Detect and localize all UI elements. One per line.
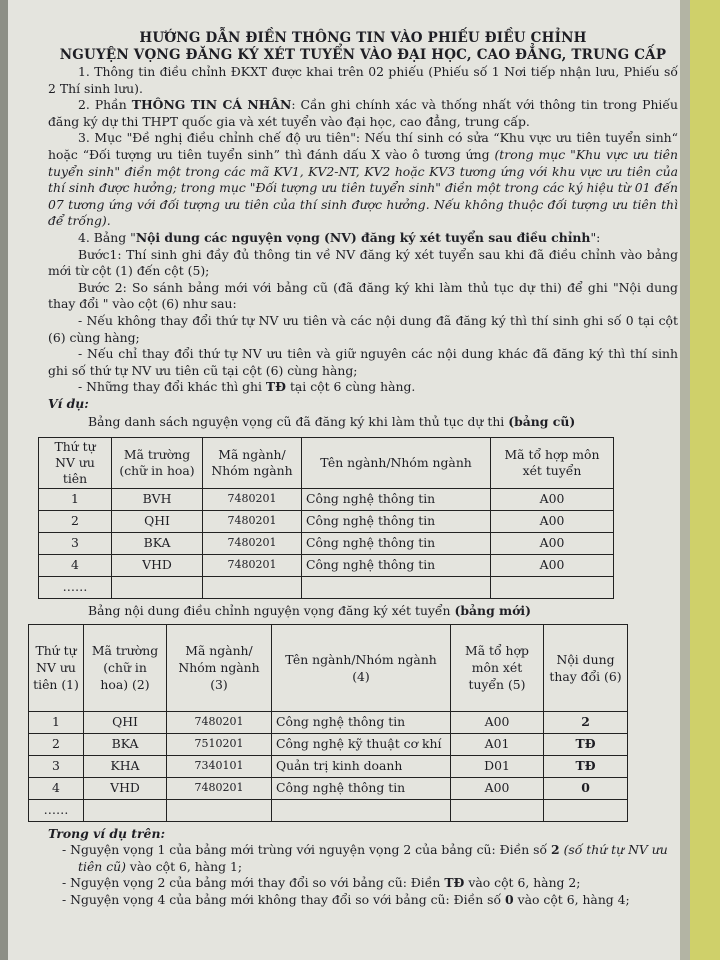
note-1-suffix: vào cột 6, hàng 1; bbox=[129, 858, 243, 874]
example-label: Ví dụ: bbox=[48, 395, 89, 411]
item-2 bbox=[48, 97, 678, 130]
table-cell bbox=[451, 799, 544, 821]
table-cell: 7480201 bbox=[203, 489, 302, 511]
document-content bbox=[33, 30, 678, 909]
table-cell bbox=[272, 799, 451, 821]
rule-1: - Nếu không thay đổi thứ tự NV ưu tiên và các nội dung đã đăng ký thì thí sinh ghi số 0 tại cột (6) cùng hàng; bbox=[48, 312, 678, 345]
table-row bbox=[29, 755, 628, 777]
table-cell: 2 bbox=[544, 711, 628, 733]
table-cell: 4 bbox=[39, 555, 112, 577]
table-cell: …… bbox=[39, 577, 112, 599]
old-caption-text: Bảng danh sách nguyện vọng cũ đã đăng ký khi làm thủ tục dự thi bbox=[88, 414, 505, 430]
new-header-cell: Thứ tự NV ưu tiên (1) bbox=[29, 624, 84, 711]
table-cell: A00 bbox=[451, 711, 544, 733]
table-cell: 7480201 bbox=[203, 511, 302, 533]
rule-3 bbox=[48, 379, 678, 396]
table-cell bbox=[491, 577, 614, 599]
note-3 bbox=[48, 892, 678, 909]
new-header-cell: Mã ngành/ Nhóm ngành (3) bbox=[167, 624, 272, 711]
title-line-1: HƯỚNG DẪN ĐIỀN THÔNG TIN VÀO PHIẾU ĐIỀU CHỈNH bbox=[139, 30, 587, 46]
table-cell: TĐ bbox=[544, 755, 628, 777]
rule-3-prefix: - Những thay đổi khác thì ghi bbox=[78, 379, 262, 395]
item-1: 1. Thông tin điều chỉnh ĐKXT được khai trên 02 phiếu (Phiếu số 1 Nơi tiếp nhận lưu, Phiếu số 2 Thí sinh lưu). bbox=[48, 64, 678, 96]
table-cell: …… bbox=[29, 799, 84, 821]
table-cell bbox=[167, 799, 272, 821]
table-cell: TĐ bbox=[544, 733, 628, 755]
table-cell: BKA bbox=[84, 733, 167, 755]
table-cell: A00 bbox=[451, 777, 544, 799]
table-row bbox=[29, 799, 628, 821]
title-line-2: NGUYỆN VỌNG ĐĂNG KÝ XÉT TUYỂN VÀO ĐẠI HỌC, CAO ĐẲNG, TRUNG CẤP bbox=[59, 47, 667, 63]
table-cell: 7480201 bbox=[203, 533, 302, 555]
item-3 bbox=[48, 130, 678, 230]
table-row bbox=[29, 711, 628, 733]
new-table-header bbox=[29, 624, 628, 711]
table-cell: VHD bbox=[112, 555, 203, 577]
new-table-caption bbox=[48, 603, 678, 620]
item-4-suffix: ": bbox=[590, 229, 601, 245]
table-cell: 7480201 bbox=[167, 777, 272, 799]
table-cell: Quản trị kinh doanh bbox=[272, 755, 451, 777]
table-cell: BKA bbox=[112, 533, 203, 555]
item-2-prefix: 2. Phần bbox=[78, 97, 127, 113]
document-page bbox=[8, 0, 698, 960]
table-row bbox=[39, 511, 614, 533]
note-1 bbox=[48, 842, 678, 875]
step-1: Bước1: Thí sinh ghi đầy đủ thông tin về NV đăng ký xét tuyển sau khi đã điều chỉnh vào bảng mới từ cột (1) đến cột (5); bbox=[48, 246, 678, 279]
table-cell: VHD bbox=[84, 777, 167, 799]
new-table bbox=[28, 624, 628, 822]
table-cell: A00 bbox=[491, 511, 614, 533]
table-cell: 1 bbox=[29, 711, 84, 733]
note-1-prefix: - Nguyện vọng 1 của bảng mới trùng với nguyện vọng 2 của bảng cũ: Điền số bbox=[62, 842, 548, 858]
new-header-cell: Mã tổ hợp môn xét tuyển (5) bbox=[451, 624, 544, 711]
table-cell: 4 bbox=[29, 777, 84, 799]
table-row bbox=[29, 733, 628, 755]
table-cell: KHA bbox=[84, 755, 167, 777]
rule-2: - Nếu chỉ thay đổi thứ tự NV ưu tiên và giữ nguyên các nội dung khác đã đăng ký thì thí sinh ghi số thứ tự NV ưu tiên cũ tại cột (6) cùng hàng; bbox=[48, 346, 678, 378]
table-cell: Công nghệ thông tin bbox=[302, 489, 491, 511]
new-caption-text: Bảng nội dung điều chỉnh nguyện vọng đăng ký xét tuyển bbox=[88, 603, 451, 619]
table-cell: 7480201 bbox=[167, 711, 272, 733]
table-cell: QHI bbox=[112, 511, 203, 533]
old-table-caption bbox=[48, 414, 678, 431]
table-row bbox=[39, 577, 614, 599]
rule-3-suffix: tại cột 6 cùng hàng. bbox=[289, 379, 416, 395]
table-cell: 1 bbox=[39, 489, 112, 511]
table-row bbox=[29, 777, 628, 799]
table-cell: Công nghệ thông tin bbox=[272, 711, 451, 733]
new-caption-bold: (bảng mới) bbox=[454, 603, 531, 619]
note-3-suffix: vào cột 6, hàng 4; bbox=[517, 892, 630, 908]
table-cell: Công nghệ thông tin bbox=[302, 555, 491, 577]
table-cell: 3 bbox=[29, 755, 84, 777]
rule-3-bold: TĐ bbox=[265, 379, 286, 395]
background-wall bbox=[680, 0, 720, 960]
item-4-bold: Nội dung các nguyện vọng (NV) đăng ký xét tuyển sau điều chỉnh bbox=[135, 229, 591, 245]
old-table-header bbox=[39, 438, 614, 489]
table-cell: A01 bbox=[451, 733, 544, 755]
note-2 bbox=[48, 875, 678, 892]
table-cell: Công nghệ thông tin bbox=[272, 777, 451, 799]
table-cell: A00 bbox=[491, 533, 614, 555]
note-3-prefix: - Nguyện vọng 4 của bảng mới không thay đổi so với bảng cũ: Điền số bbox=[62, 892, 502, 908]
new-header-cell: Mã trường (chữ in hoa) (2) bbox=[84, 624, 167, 711]
notes-heading: Trong ví dụ trên: bbox=[48, 825, 166, 841]
table-cell: 0 bbox=[544, 777, 628, 799]
table-cell: 7480201 bbox=[203, 555, 302, 577]
table-cell: BVH bbox=[112, 489, 203, 511]
table-cell: Công nghệ thông tin bbox=[302, 533, 491, 555]
new-header-cell: Nội dung thay đổi (6) bbox=[544, 624, 628, 711]
step-2: Bước 2: So sánh bảng mới với bảng cũ (đã đăng ký khi làm thủ tục dự thi) để ghi "Nội dung thay đổi " vào cột (6) như sau: bbox=[48, 279, 678, 312]
note-1-italic: (số thứ tự NV ưu tiên cũ) bbox=[78, 842, 668, 874]
table-cell: 7510201 bbox=[167, 733, 272, 755]
old-table bbox=[38, 437, 614, 599]
table-cell: Công nghệ kỹ thuật cơ khí bbox=[272, 733, 451, 755]
table-cell: 3 bbox=[39, 533, 112, 555]
old-caption-bold: (bảng cũ) bbox=[508, 414, 576, 430]
item-4-prefix: 4. Bảng " bbox=[78, 229, 136, 245]
note-1-bold: 2 bbox=[551, 842, 560, 858]
table-cell bbox=[302, 577, 491, 599]
item-3-italic: (trong mục "Khu vực ưu tiên tuyển sinh" điền một trong các mã KV1, KV2-NT, KV2 hoặc KV3 tương ứng với khu vực ưu tiên của thí sinh được hưởng; trong mục "Đối tượng ưu tiên tuyển sinh" điền một trong các ký hiệu từ 01 đến 07 tương ứng với đối tượng ưu tiên của thí sinh được hưởng. Nếu không thuộc đối tượng ưu tiên thì để trống). bbox=[48, 146, 678, 229]
table-cell: 7340101 bbox=[167, 755, 272, 777]
table-cell: A00 bbox=[491, 489, 614, 511]
item-2-bold: THÔNG TIN CÁ NHÂN bbox=[131, 97, 292, 113]
table-cell: 2 bbox=[29, 733, 84, 755]
item-3-normal: 3. Mục "Đề nghị điều chỉnh chế độ ưu tiên": Nếu thí sinh có sửa “Khu vực ưu tiên tuyển sinh“ hoặc “Đối tượng ưu tiên tuyển sinh” thì đánh dấu X vào ô tương ứng bbox=[48, 130, 678, 162]
table-cell: QHI bbox=[84, 711, 167, 733]
old-header-cell: Mã tổ hợp môn xét tuyển bbox=[491, 438, 614, 489]
old-header-cell: Tên ngành/Nhóm ngành bbox=[302, 438, 491, 489]
note-3-bold: 0 bbox=[505, 892, 514, 908]
table-row bbox=[39, 555, 614, 577]
item-2-rest: : Cần ghi chính xác và thống nhất với thông tin trong Phiếu đăng ký dự thi THPT quốc gia và xét tuyển vào đại học, cao đẳng, trung cấp. bbox=[48, 97, 678, 129]
old-header-cell: Mã trường (chữ in hoa) bbox=[112, 438, 203, 489]
table-row bbox=[39, 533, 614, 555]
item-4 bbox=[48, 230, 678, 247]
old-header-cell: Mã ngành/ Nhóm ngành bbox=[203, 438, 302, 489]
table-cell: 2 bbox=[39, 511, 112, 533]
note-2-bold: TĐ bbox=[444, 875, 465, 891]
old-header-cell: Thứ tự NV ưu tiên bbox=[39, 438, 112, 489]
note-2-suffix: vào cột 6, hàng 2; bbox=[468, 875, 581, 891]
table-cell: Công nghệ thông tin bbox=[302, 511, 491, 533]
table-cell: A00 bbox=[491, 555, 614, 577]
table-cell bbox=[203, 577, 302, 599]
table-cell: D01 bbox=[451, 755, 544, 777]
new-header-cell: Tên ngành/Nhóm ngành (4) bbox=[272, 624, 451, 711]
table-cell bbox=[84, 799, 167, 821]
note-2-prefix: - Nguyện vọng 2 của bảng mới thay đổi so với bảng cũ: Điền bbox=[62, 875, 441, 891]
table-row bbox=[39, 489, 614, 511]
table-cell bbox=[112, 577, 203, 599]
table-cell bbox=[544, 799, 628, 821]
